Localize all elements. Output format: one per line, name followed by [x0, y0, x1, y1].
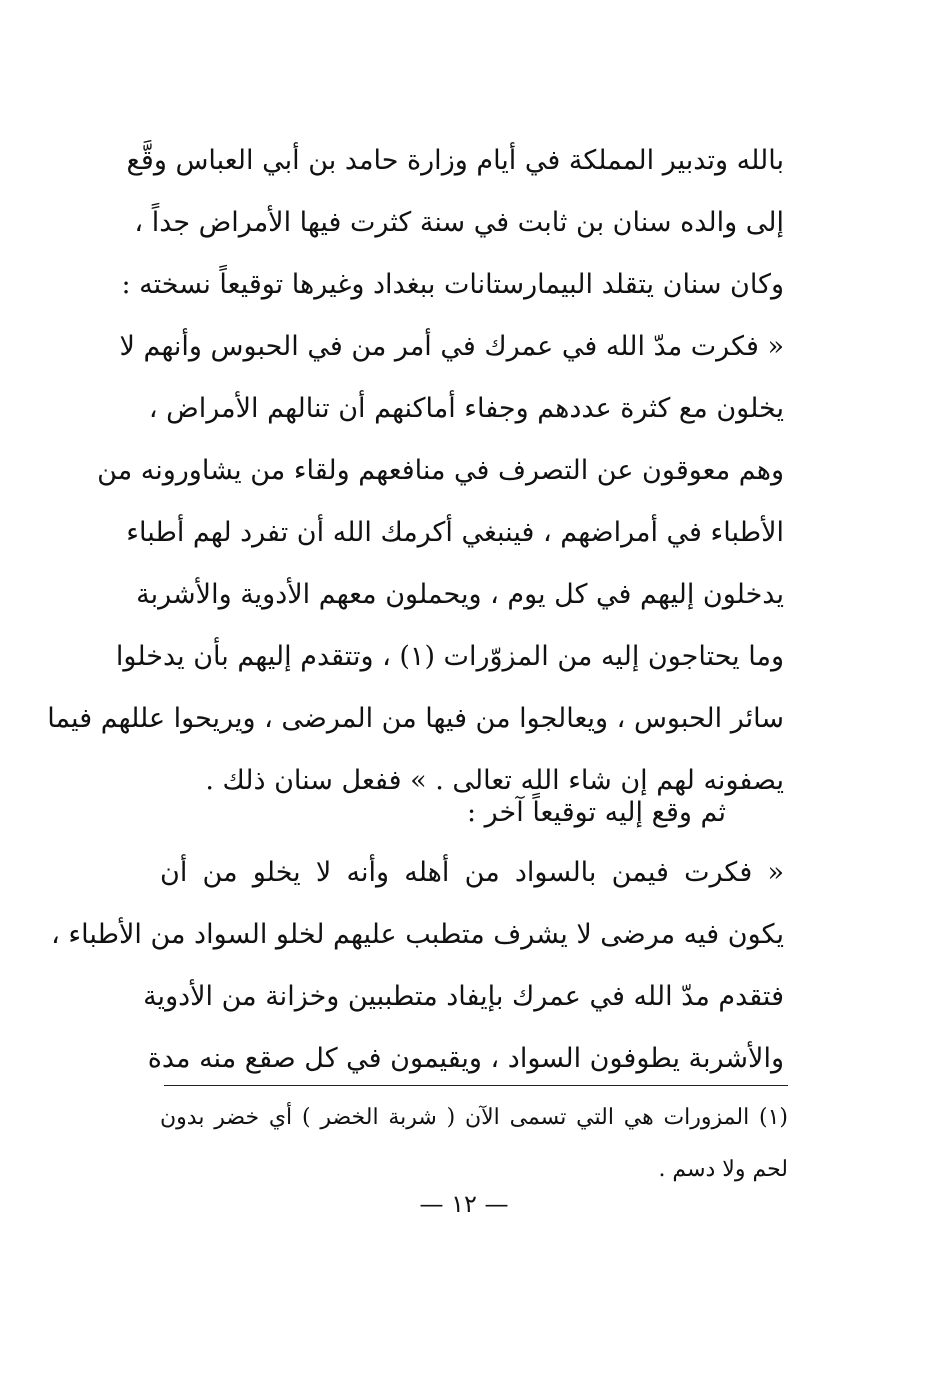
text-line: وهم معوقون عن التصرف في منافعهم ولقاء من يشاورونه من — [97, 455, 784, 486]
text-line: والأشربة يطوفون السواد ، ويقيمون في كل صقع منه مدة — [147, 1043, 784, 1074]
footnote-line: لحم ولا دسم . — [658, 1157, 788, 1182]
text-line: « فكرت مدّ الله في عمرك في أمر من في الحبوس وأنهم لا — [119, 331, 784, 362]
page-number: — ١٢ — — [419, 1190, 509, 1218]
text-line: يكون فيه مرضى لا يشرف متطبب عليهم لخلو السواد من الأطباء ، — [51, 919, 784, 950]
footnote-line: (١) المزورات هي التي تسمى الآن ( شربة الخضر ) أي خضر بدون — [160, 1105, 788, 1130]
footnote-divider — [164, 1085, 788, 1086]
text-line: سائر الحبوس ، ويعالجوا من فيها من المرضى ، ويريحوا عللهم فيما — [47, 703, 784, 734]
text-line: إلى والده سنان بن ثابت في سنة كثرت فيها الأمراض جداً ، — [134, 207, 784, 238]
text-line: يدخلون إليهم في كل يوم ، ويحملون معهم الأدوية والأشربة — [136, 579, 784, 610]
text-line: فتقدم مدّ الله في عمرك بإيفاد متطببين وخزانة من الأدوية — [143, 981, 784, 1012]
text-line: الأطباء في أمراضهم ، فينبغي أكرمك الله أن تفرد لهم أطباء — [126, 517, 784, 548]
main-text-paragraph-1 — [47, 130, 784, 812]
text-line: يخلون مع كثرة عددهم وجفاء أماكنهم أن تنالهم الأمراض ، — [148, 393, 784, 424]
main-text-paragraph-2 — [160, 782, 784, 844]
text-line: وما يحتاجون إليه من المزوّرات (١) ، وتتقدم إليهم بأن يدخلوا — [115, 641, 784, 672]
main-text-paragraph-3 — [51, 842, 784, 1090]
text-line: بالله وتدبير المملكة في أيام وزارة حامد بن أبي العباس وقَّع — [126, 145, 784, 176]
text-line: « فكرت فيمن بالسواد من أهله وأنه لا يخلو من أن — [160, 857, 784, 888]
text-line: وكان سنان يتقلد البيمارستانات ببغداد وغيرها توقيعاً نسخته : — [121, 269, 784, 300]
text-line: يصفونه لهم إن شاء الله تعالى . » ففعل سنان ذلك . — [205, 765, 784, 796]
footnote — [160, 1092, 788, 1196]
text-line: ثم وقع إليه توقيعاً آخر : — [466, 797, 726, 828]
